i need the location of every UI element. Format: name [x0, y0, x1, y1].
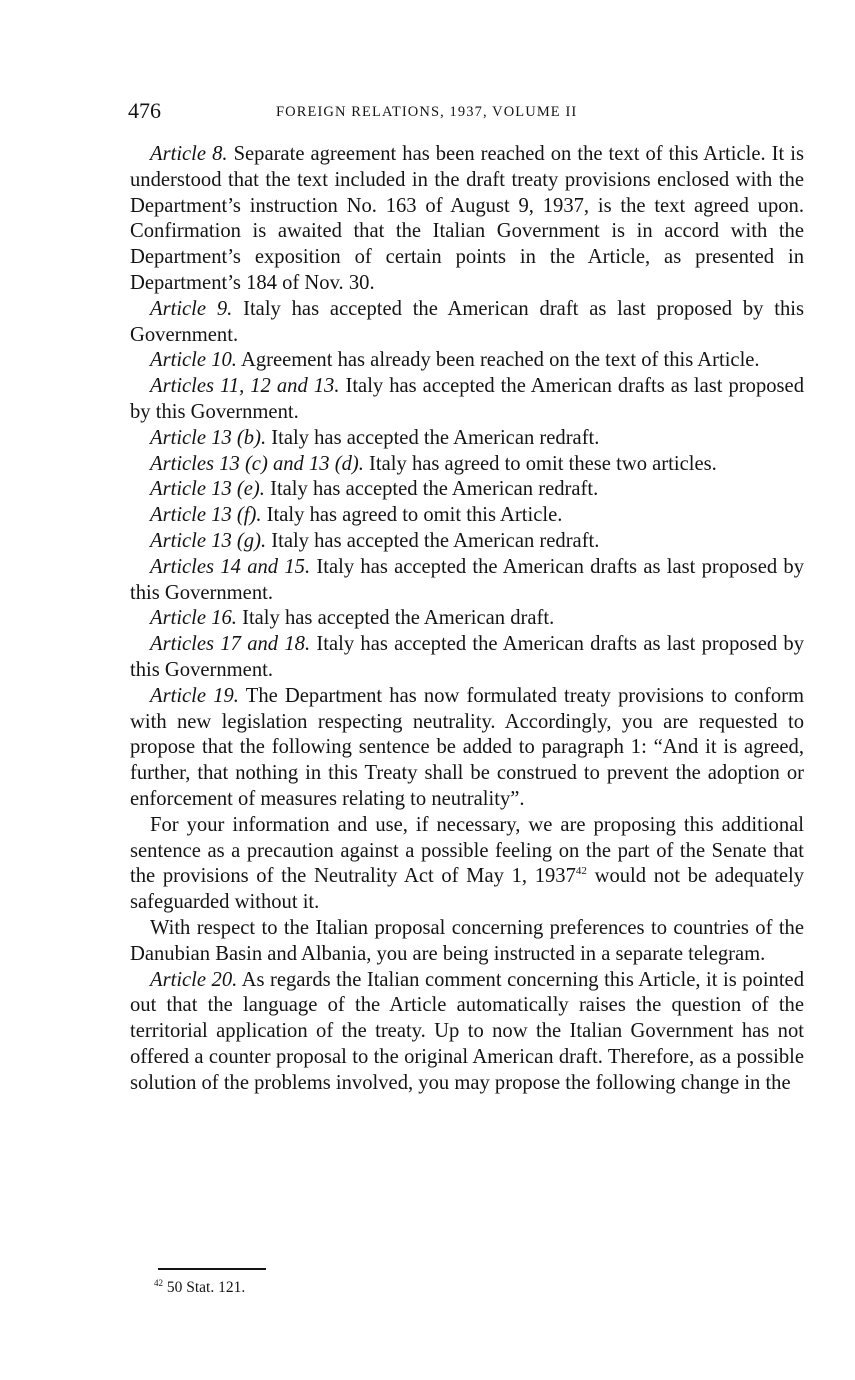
footnote-reference: 42 — [575, 865, 587, 878]
danubian-paragraph: With respect to the Italian proposal concerning preferences to countries of the Danubian Basin and Albania, you are being instructed in a separate telegram. — [130, 916, 804, 965]
page-header — [128, 98, 808, 128]
article-paragraph — [130, 142, 804, 297]
article-label: Articles 17 and 18. — [150, 633, 311, 656]
article-text: Italy has accepted the American drafts as last proposed by this Government. — [130, 633, 804, 681]
body-text — [130, 142, 804, 1096]
article-paragraph — [130, 452, 804, 478]
article-label: Article 16. — [150, 607, 237, 630]
article-text: Separate agreement has been reached on the text of this Article. It is understood that the text included in the draft treaty provisions enclosed with the Department’s instruction No. 163 of August 9, 1937, is the text agreed upon. Confirmation is awaited that the Italian Government is in accord with the Department’s exposition of certain points in the Article, as presented in Department’s 184 of Nov. 30. — [130, 143, 804, 294]
article-paragraph — [130, 529, 804, 555]
article-label: Article 13 (e). — [150, 478, 265, 501]
article-text: The Department has now formulated treaty provisions to conform with new legislation respecting neutrality. Accordingly, you are requested to propose that the following sentence be added to paragraph 1: “And it is agreed, further, that nothing in this Treaty shall be construed to prevent the adoption or enforcement of measures relating to neutrality”. — [130, 684, 804, 810]
article-paragraph — [130, 968, 804, 1097]
article-text: Italy has accepted the American drafts as last proposed by this Government. — [130, 555, 804, 604]
article-paragraph — [130, 297, 804, 349]
article-label: Article 19. — [150, 684, 239, 707]
info-paragraph — [130, 813, 804, 916]
article-text: Italy has accepted the American redraft. — [266, 529, 600, 552]
article-label: Articles 13 (c) and 13 (d). — [150, 452, 364, 475]
article-paragraph — [130, 348, 804, 374]
footnote-rule — [158, 1268, 266, 1270]
article-text: As regards the Italian comment concerning this Article, it is pointed out that the language of the Article automatically raises the question of the territorial application of the treaty. Up to now the Italian Government has not offered a counter proposal to the original American draft. Therefore, as a possible solution of the problems involved, you may propose the following change in the — [130, 968, 804, 1094]
article-text: Italy has accepted the American draft. — [236, 607, 555, 630]
article-paragraph — [130, 684, 804, 813]
article-paragraph — [130, 477, 804, 503]
article-label: Article 9. — [150, 297, 233, 320]
page-number: 476 — [128, 98, 161, 123]
article-paragraph — [130, 374, 804, 426]
article-label: Article 13 (g). — [150, 529, 267, 552]
article-paragraph — [130, 503, 804, 529]
article-text: Italy has accepted the American redraft. — [264, 478, 599, 501]
article-text: Italy has accepted the American drafts as last proposed by this Government. — [130, 375, 804, 423]
info-text-after: would not be adequately safeguarded without it. — [130, 865, 804, 914]
running-head: FOREIGN RELATIONS, 1937, VOLUME II — [276, 104, 578, 120]
article-label: Article 13 (f). — [150, 504, 262, 527]
article-label: Article 20. — [150, 968, 238, 991]
article-label: Articles 14 and 15. — [150, 555, 311, 578]
article-paragraph — [130, 632, 804, 684]
footnote-text: 50 Stat. 121. — [163, 1279, 246, 1296]
footnote — [154, 1279, 245, 1297]
article-text: Italy has accepted the American draft as last proposed by this Government. — [130, 297, 804, 346]
article-text: Italy has agreed to omit these two articles. — [363, 452, 717, 475]
article-paragraph — [130, 555, 804, 607]
article-text: Italy has agreed to omit this Article. — [261, 504, 563, 527]
article-text: Italy has accepted the American redraft. — [266, 426, 600, 449]
article-paragraph — [130, 606, 804, 632]
info-text-before: For your information and use, if necessary, we are proposing this additional sentence as a precaution against a possible feeling on the part of the Senate that the provisions of the Neutrality Act of May 1, 1937 — [130, 813, 804, 888]
article-label: Article 13 (b). — [150, 426, 267, 449]
article-list — [130, 142, 804, 813]
article-label: Article 8. — [150, 143, 228, 165]
article-paragraph — [130, 426, 804, 452]
footnote-marker: 42 — [154, 1277, 163, 1288]
article-label: Article 10. — [150, 349, 237, 372]
article-label: Articles 11, 12 and 13. — [150, 375, 340, 398]
article-text: Agreement has already been reached on the text of this Article. — [236, 349, 760, 372]
